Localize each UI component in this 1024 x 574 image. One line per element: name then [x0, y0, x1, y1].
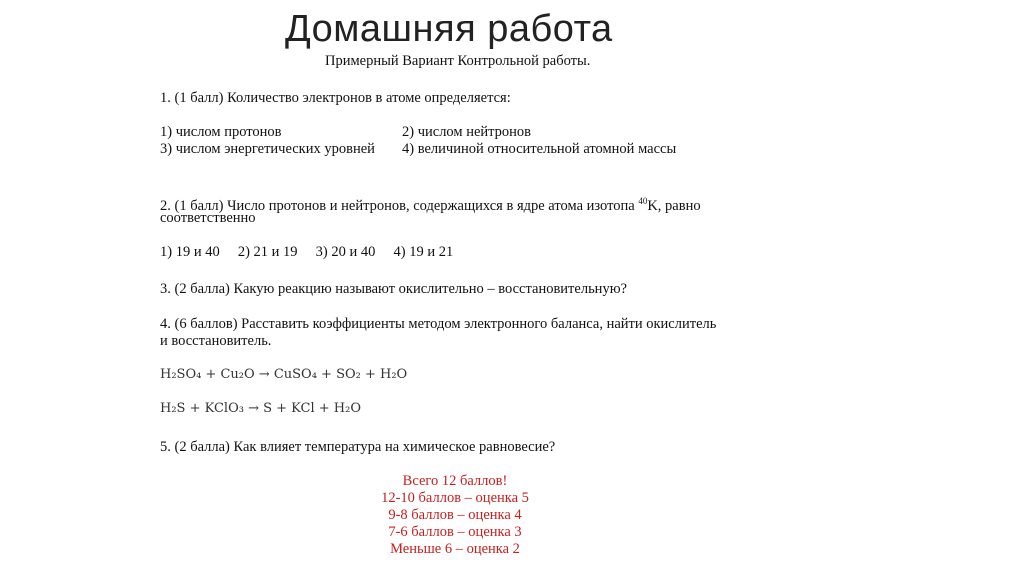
question-4: 4. (6 баллов) Расставить коэффициенты методом электронного баланса, найти окислитель [160, 316, 717, 332]
question-5: 5. (2 балла) Как влияет температура на химическое равновесие? [160, 439, 556, 455]
q1-option-4: 4) величиной относительной атомной массы [402, 141, 677, 157]
question-4-line-2: и восстановитель. [160, 333, 272, 349]
q1-option-3: 3) числом энергетических уровней [160, 141, 375, 157]
subtitle: Примерный Вариант Контрольной работы. [325, 53, 591, 69]
grading-grade-4: 9-8 баллов – оценка 4 [388, 507, 522, 523]
question-2-line-2: соответственно [160, 210, 256, 226]
q1-option-2: 2) числом нейтронов [402, 124, 532, 140]
isotope-symbol: K, равно [647, 197, 701, 214]
question-3: 3. (2 балла) Какую реакцию называют окислительно – восстановительную? [160, 281, 627, 297]
grading-total: Всего 12 баллов! [402, 473, 508, 489]
page-title: Домашняя работа [285, 8, 613, 50]
grading-grade-3: 7-6 баллов – оценка 3 [388, 524, 522, 540]
equation-2: H₂S + KClO₃ → S + KCl + H₂O [160, 401, 361, 416]
q2-options: 1) 19 и 40 2) 21 и 19 3) 20 и 40 4) 19 и 21 [160, 244, 454, 260]
question-1: 1. (1 балл) Количество электронов в атоме определяется: [160, 90, 511, 106]
isotope-mass-number: 40 [638, 196, 648, 206]
q1-option-1: 1) числом протонов [160, 124, 282, 140]
grading-grade-5: 12-10 баллов – оценка 5 [381, 490, 529, 506]
equation-1: H₂SO₄ + Cu₂O → CuSO₄ + SO₂ + H₂O [160, 367, 408, 382]
grading-grade-2: Меньше 6 – оценка 2 [390, 541, 520, 557]
q2-text: 2. (1 балл) Число протонов и нейтронов, содержащихся в ядре атома изотопа [160, 197, 639, 214]
